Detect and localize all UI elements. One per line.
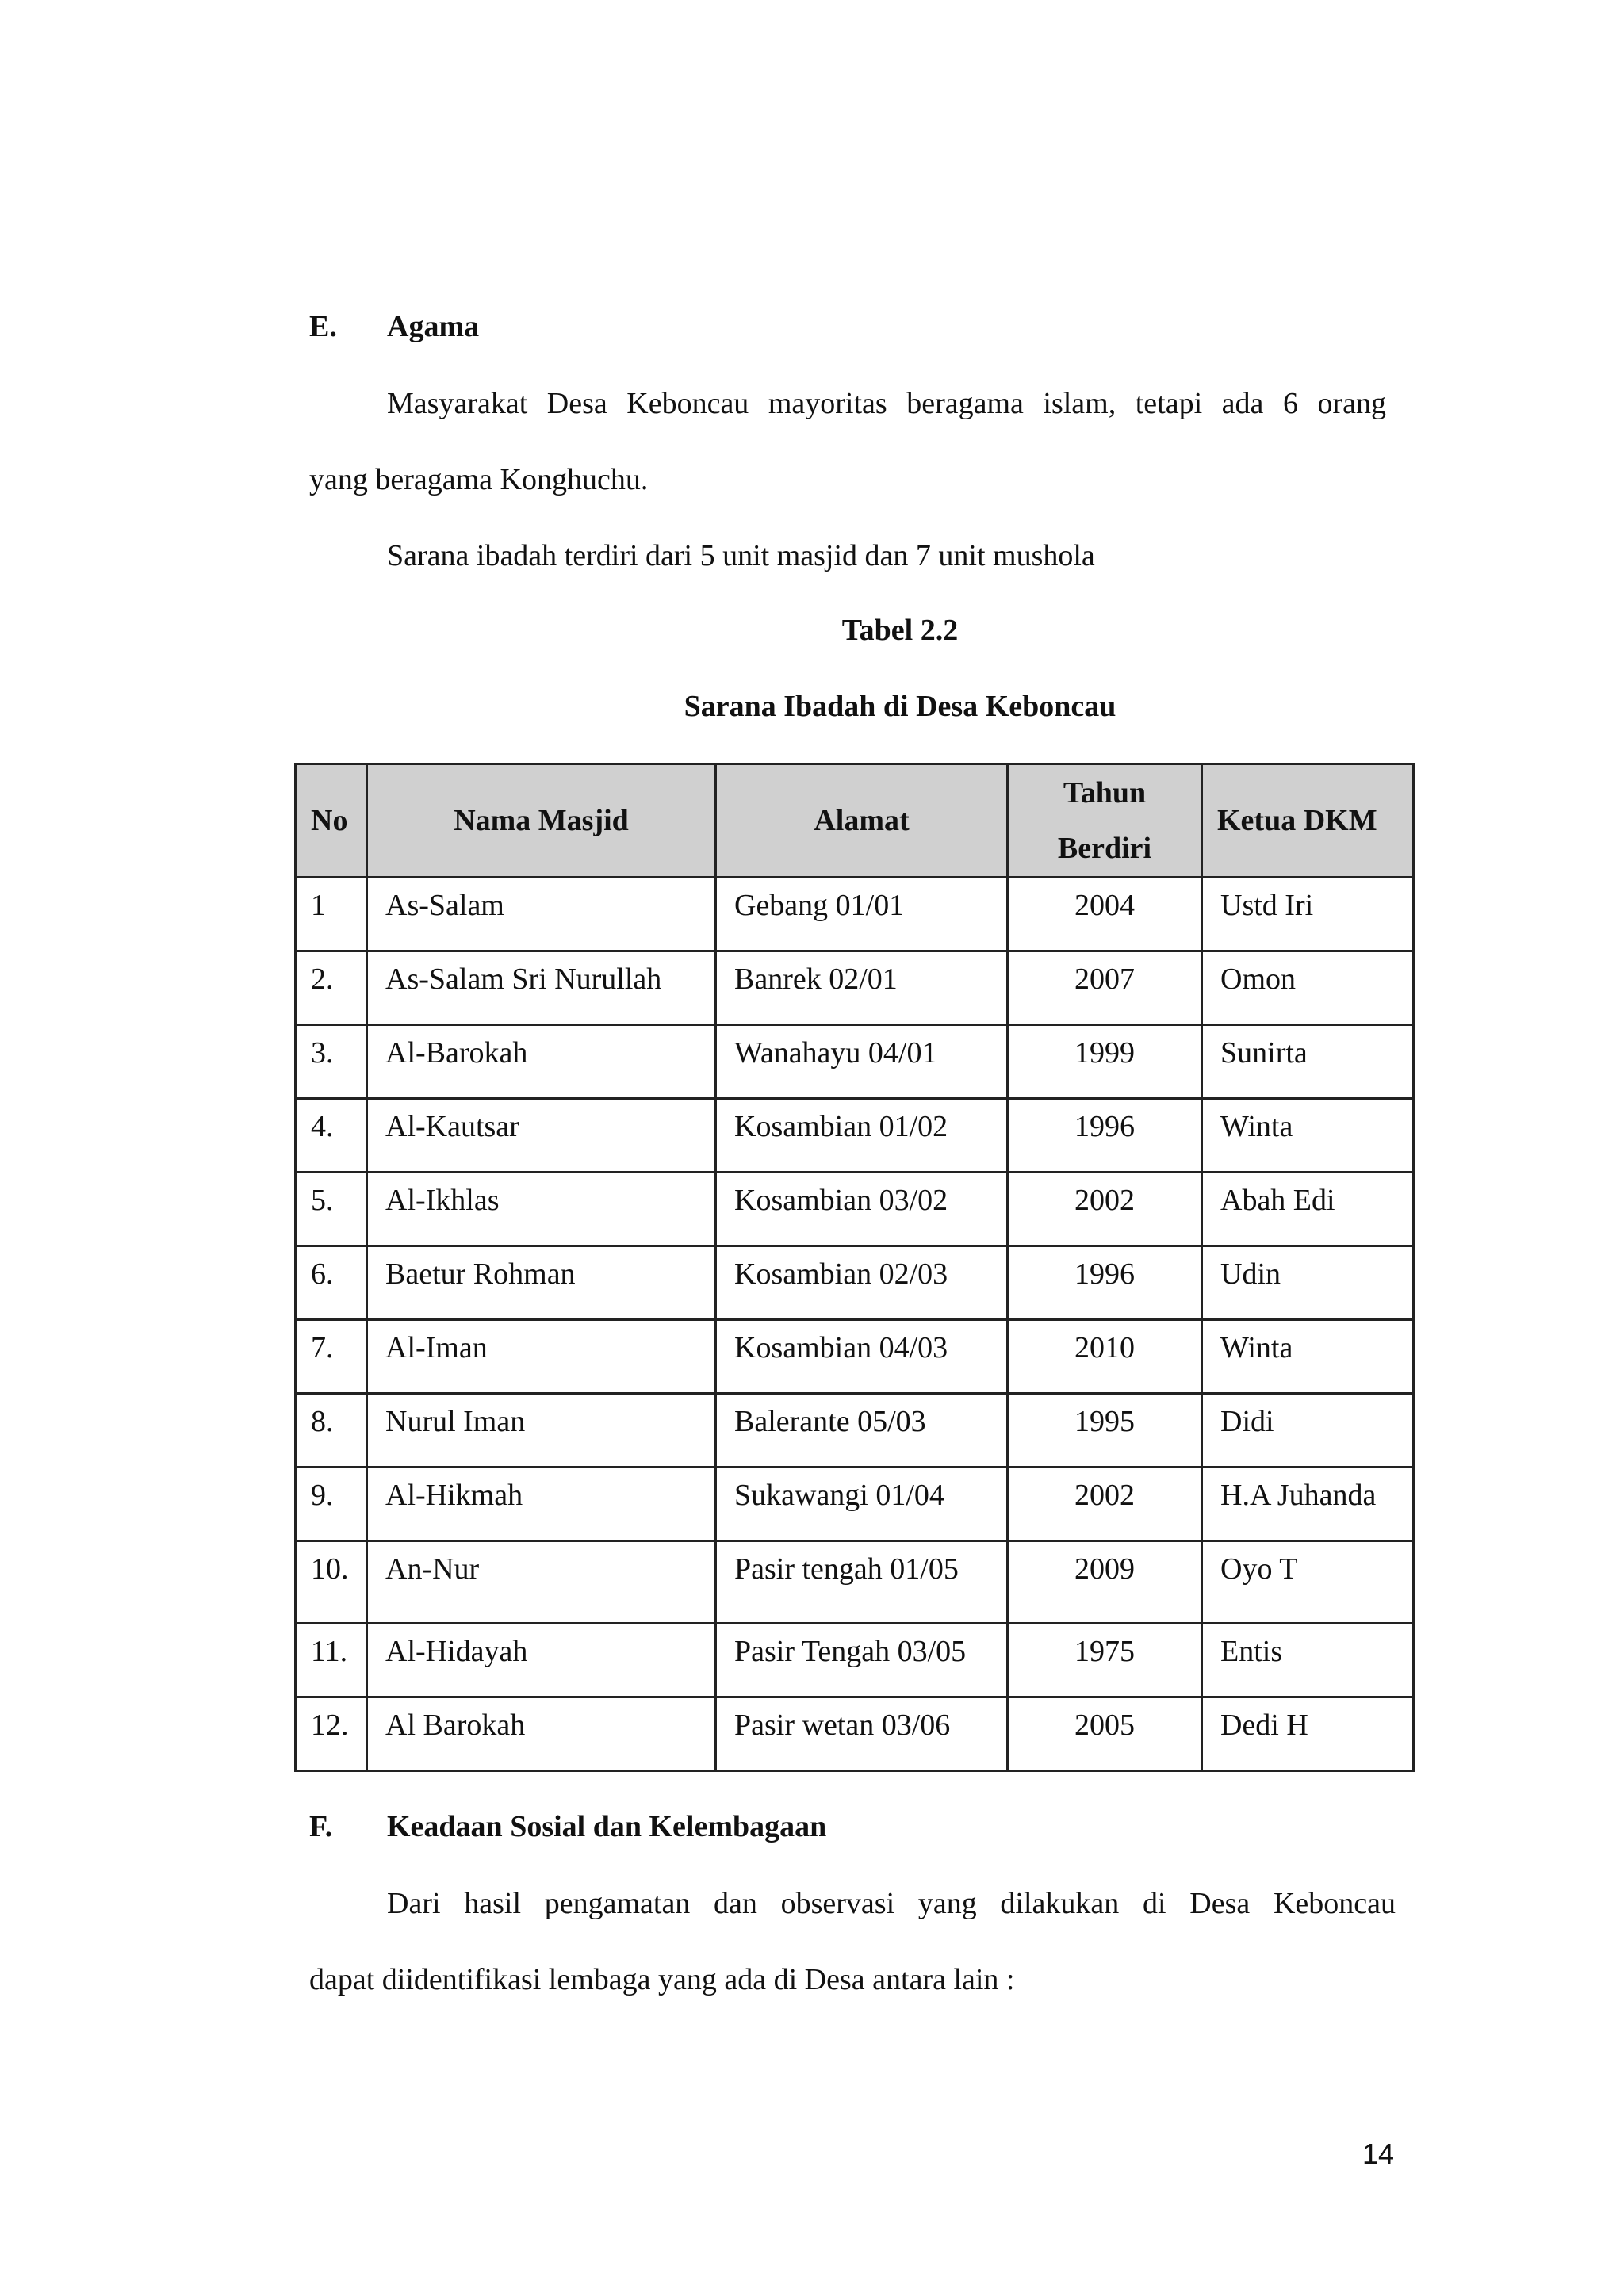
cell-ketua: Didi (1202, 1394, 1414, 1468)
cell-nama-masjid: Al Barokah (367, 1697, 716, 1771)
cell-alamat: Banrek 02/01 (716, 951, 1008, 1025)
column-header-nama-masjid: Nama Masjid (367, 764, 716, 878)
cell-ketua: Omon (1202, 951, 1414, 1025)
cell-no: 11. (296, 1624, 367, 1697)
cell-tahun: 1996 (1008, 1099, 1202, 1173)
column-header-ketua-dkm: Ketua DKM (1202, 764, 1414, 878)
cell-tahun: 2002 (1008, 1468, 1202, 1541)
table-title: Sarana Ibadah di Desa Keboncau (684, 690, 1116, 723)
cell-no: 10. (296, 1541, 367, 1624)
cell-no: 12. (296, 1697, 367, 1771)
cell-no: 6. (296, 1246, 367, 1320)
table-row (296, 1697, 1414, 1771)
cell-ketua: Dedi H (1202, 1697, 1414, 1771)
paragraph-line: dapat diidentifikasi lembaga yang ada di Desa antara lain : (309, 1963, 1015, 1996)
table-label: Tabel 2.2 (841, 614, 959, 647)
cell-alamat: Gebang 01/01 (716, 878, 1008, 951)
cell-tahun: 2004 (1008, 878, 1202, 951)
page-number: 14 (1362, 2137, 1395, 2170)
cell-nama-masjid: Baetur Rohman (367, 1246, 716, 1320)
cell-no: 4. (296, 1099, 367, 1173)
cell-nama-masjid: Al-Hikmah (367, 1468, 716, 1541)
cell-no: 7. (296, 1320, 367, 1394)
cell-tahun: 1975 (1008, 1624, 1202, 1697)
cell-tahun: 1995 (1008, 1394, 1202, 1468)
cell-nama-masjid: Al-Ikhlas (367, 1173, 716, 1246)
cell-nama-masjid: Al-Hidayah (367, 1624, 716, 1697)
table-row (296, 878, 1414, 951)
cell-ketua: Winta (1202, 1320, 1414, 1394)
cell-nama-masjid: Al-Barokah (367, 1025, 716, 1099)
cell-alamat: Kosambian 01/02 (716, 1099, 1008, 1173)
cell-no: 1 (296, 878, 367, 951)
cell-ketua: Entis (1202, 1624, 1414, 1697)
cell-no: 8. (296, 1394, 367, 1468)
paragraph: Sarana ibadah terdiri dari 5 unit masjid dan 7 unit mushola (387, 539, 1095, 572)
cell-no: 3. (296, 1025, 367, 1099)
header-line: Tahun (1063, 776, 1147, 809)
table-row (296, 1246, 1414, 1320)
table-row (296, 1541, 1414, 1624)
cell-alamat: Wanahayu 04/01 (716, 1025, 1008, 1099)
cell-no: 2. (296, 951, 367, 1025)
cell-ketua: Abah Edi (1202, 1173, 1414, 1246)
header-line: Berdiri (1057, 832, 1152, 865)
table-row (296, 1025, 1414, 1099)
cell-alamat: Pasir tengah 01/05 (716, 1541, 1008, 1624)
paragraph-line: Dari hasil pengamatan dan observasi yang dilakukan di Desa Keboncau (387, 1887, 1396, 1920)
cell-tahun: 2002 (1008, 1173, 1202, 1246)
cell-tahun: 2005 (1008, 1697, 1202, 1771)
section-heading: Keadaan Sosial dan Kelembagaan (387, 1810, 827, 1843)
cell-nama-masjid: Al-Kautsar (367, 1099, 716, 1173)
cell-alamat: Kosambian 04/03 (716, 1320, 1008, 1394)
column-header-alamat: Alamat (716, 764, 1008, 878)
cell-nama-masjid: As-Salam (367, 878, 716, 951)
section-number: F. (309, 1810, 333, 1843)
table-row (296, 1624, 1414, 1697)
cell-no: 5. (296, 1173, 367, 1246)
table-header-row (296, 764, 1414, 878)
table-row (296, 1468, 1414, 1541)
cell-tahun: 2007 (1008, 951, 1202, 1025)
paragraph-line: yang beragama Konghuchu. (309, 463, 649, 496)
paragraph-line: Masyarakat Desa Keboncau mayoritas beragama islam, tetapi ada 6 orang (387, 387, 1386, 420)
cell-nama-masjid: An-Nur (367, 1541, 716, 1624)
cell-tahun: 2010 (1008, 1320, 1202, 1394)
section-number: E. (309, 310, 337, 343)
table-row (296, 1173, 1414, 1246)
cell-ketua: Oyo T (1202, 1541, 1414, 1624)
cell-ketua: Sunirta (1202, 1025, 1414, 1099)
cell-alamat: Pasir Tengah 03/05 (716, 1624, 1008, 1697)
cell-ketua: H.A Juhanda (1202, 1468, 1414, 1541)
cell-no: 9. (296, 1468, 367, 1541)
cell-ketua: Ustd Iri (1202, 878, 1414, 951)
cell-nama-masjid: As-Salam Sri Nurullah (367, 951, 716, 1025)
cell-nama-masjid: Al-Iman (367, 1320, 716, 1394)
cell-tahun: 1999 (1008, 1025, 1202, 1099)
cell-alamat: Kosambian 03/02 (716, 1173, 1008, 1246)
cell-alamat: Pasir wetan 03/06 (716, 1697, 1008, 1771)
worship-facilities-table (294, 763, 1415, 1772)
table-row (296, 1394, 1414, 1468)
section-heading: Agama (387, 310, 480, 343)
cell-alamat: Balerante 05/03 (716, 1394, 1008, 1468)
column-header-no: No (296, 764, 367, 878)
cell-alamat: Kosambian 02/03 (716, 1246, 1008, 1320)
table-row (296, 1320, 1414, 1394)
cell-ketua: Udin (1202, 1246, 1414, 1320)
cell-tahun: 1996 (1008, 1246, 1202, 1320)
cell-nama-masjid: Nurul Iman (367, 1394, 716, 1468)
cell-tahun: 2009 (1008, 1541, 1202, 1624)
column-header-tahun-berdiri (1008, 764, 1202, 878)
cell-ketua: Winta (1202, 1099, 1414, 1173)
table-row (296, 951, 1414, 1025)
cell-alamat: Sukawangi 01/04 (716, 1468, 1008, 1541)
table-row (296, 1099, 1414, 1173)
